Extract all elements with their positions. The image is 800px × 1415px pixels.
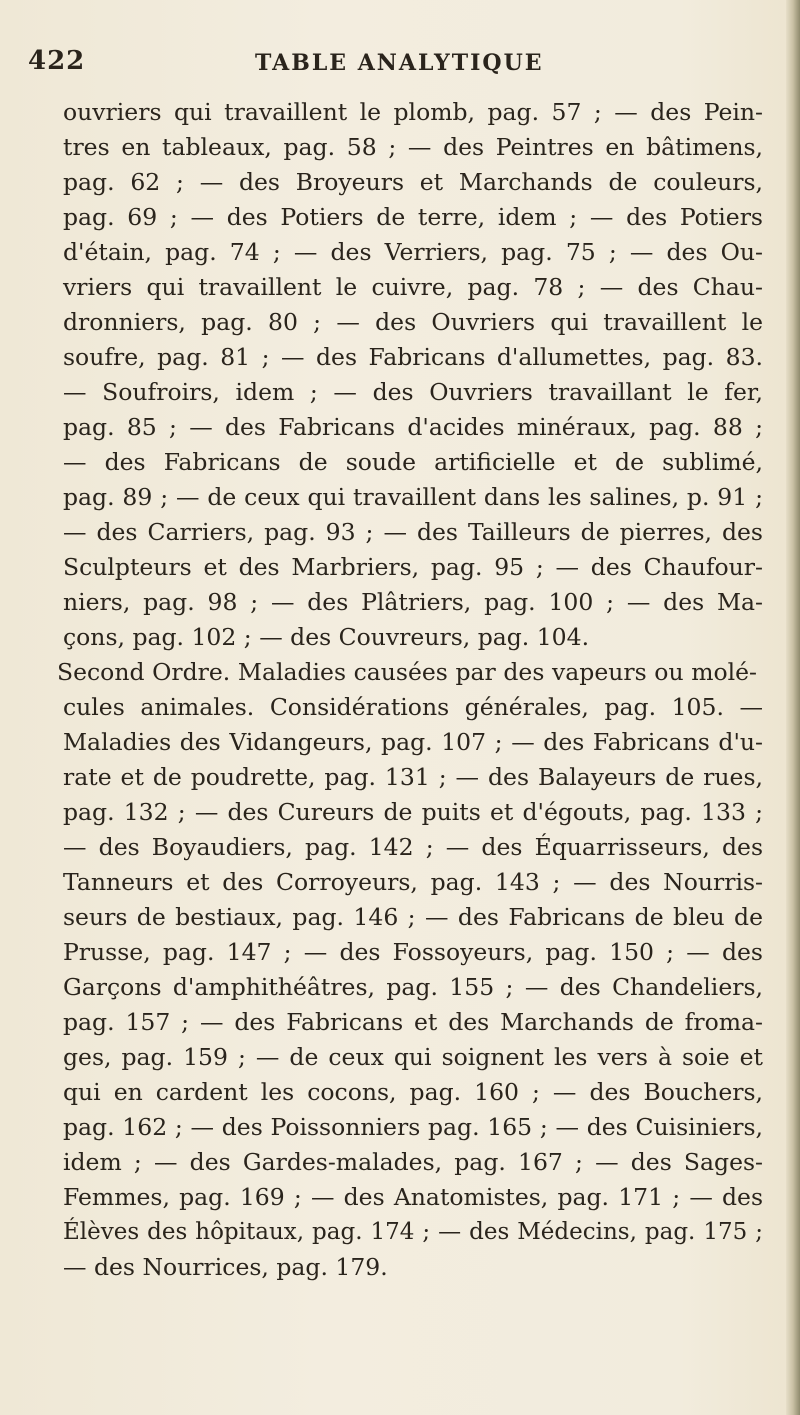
text-line: pag. 85 ; — des Fabricans d'acides minéraux, pag. 88 ;: [63, 413, 763, 441]
text-line: — des Nourrices, pag. 179.: [63, 1253, 388, 1281]
text-line: qui en cardent les cocons, pag. 160 ; — des Bouchers,: [63, 1078, 763, 1106]
page-number: 422: [28, 46, 86, 76]
text-line: pag. 157 ; — des Fabricans et des Marchands de froma-: [63, 1008, 763, 1036]
text-line: Sculpteurs et des Marbriers, pag. 95 ; — des Chaufour-: [63, 553, 763, 581]
text-line: seurs de bestiaux, pag. 146 ; — des Fabricans de bleu de: [63, 903, 763, 931]
page-edge: [786, 0, 800, 1415]
text-line: — des Boyaudiers, pag. 142 ; — des Équarrisseurs, des: [63, 833, 763, 861]
text-line: Garçons d'amphithéâtres, pag. 155 ; — des Chandeliers,: [63, 973, 763, 1001]
text-line: pag. 89 ; — de ceux qui travaillent dans les salines, p. 91 ;: [63, 483, 763, 511]
text-line: dronniers, pag. 80 ; — des Ouvriers qui travaillent le: [63, 308, 763, 336]
text-line: Maladies des Vidangeurs, pag. 107 ; — des Fabricans d'u-: [63, 728, 763, 756]
text-line: pag. 62 ; — des Broyeurs et Marchands de couleurs,: [63, 168, 763, 196]
text-line: pag. 162 ; — des Poissonniers pag. 165 ; — des Cuisiniers,: [63, 1113, 763, 1141]
text-line: vriers qui travaillent le cuivre, pag. 78 ; — des Chau-: [63, 273, 763, 301]
text-line: Élèves des hôpitaux, pag. 174 ; — des Médecins, pag. 175 ;: [63, 1219, 763, 1245]
text-line: ouvriers qui travaillent le plomb, pag. 57 ; — des Pein-: [63, 98, 763, 126]
text-line: pag. 132 ; — des Cureurs de puits et d'égouts, pag. 133 ;: [63, 798, 763, 826]
section-heading-line: Second Ordre. Maladies causées par des vapeurs ou molé-: [57, 658, 757, 686]
text-line: d'étain, pag. 74 ; — des Verriers, pag. 75 ; — des Ou-: [63, 238, 763, 266]
text-line: — Soufroirs, idem ; — des Ouvriers travaillant le fer,: [63, 378, 763, 406]
running-title: TABLE ANALYTIQUE: [255, 50, 544, 76]
text-line: tres en tableaux, pag. 58 ; — des Peintres en bâtimens,: [63, 133, 763, 161]
text-line: niers, pag. 98 ; — des Plâtriers, pag. 100 ; — des Ma-: [63, 588, 763, 616]
text-line: ges, pag. 159 ; — de ceux qui soignent les vers à soie et: [63, 1043, 763, 1071]
text-line: çons, pag. 102 ; — des Couvreurs, pag. 104.: [63, 623, 590, 651]
text-line: Femmes, pag. 169 ; — des Anatomistes, pag. 171 ; — des: [63, 1183, 763, 1211]
page-header: [28, 44, 728, 84]
text-line: pag. 69 ; — des Potiers de terre, idem ; — des Potiers: [63, 203, 763, 231]
text-line: — des Carriers, pag. 93 ; — des Tailleurs de pierres, des: [63, 518, 763, 546]
text-line: soufre, pag. 81 ; — des Fabricans d'allumettes, pag. 83.: [63, 343, 763, 371]
text-line: Tanneurs et des Corroyeurs, pag. 143 ; — des Nourris-: [63, 868, 763, 896]
text-line: rate et de poudrette, pag. 131 ; — des Balayeurs de rues,: [63, 763, 763, 791]
text-line: cules animales. Considérations générales, pag. 105. —: [63, 693, 763, 721]
text-line: — des Fabricans de soude artificielle et de sublimé,: [63, 448, 763, 476]
text-line: Prusse, pag. 147 ; — des Fossoyeurs, pag. 150 ; — des: [63, 938, 763, 966]
text-line: idem ; — des Gardes-malades, pag. 167 ; — des Sages-: [63, 1148, 763, 1176]
